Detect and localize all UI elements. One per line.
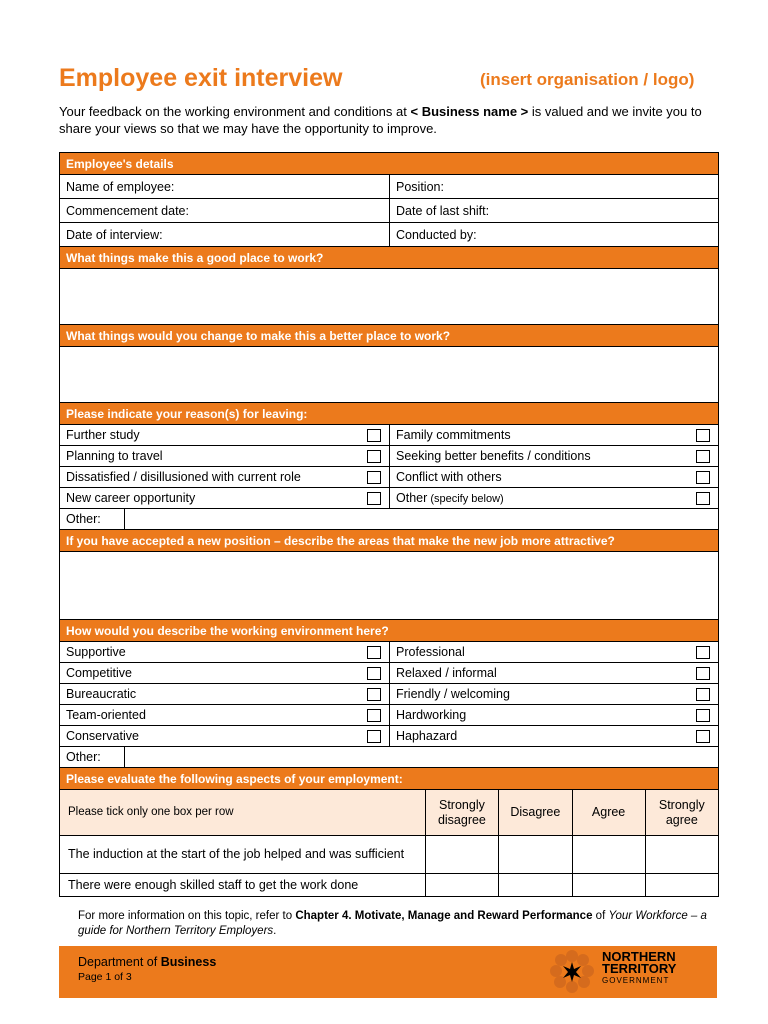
reason-option: Other (specify below) xyxy=(389,488,718,508)
rating-cell[interactable] xyxy=(425,874,498,897)
good-place-answer-box[interactable] xyxy=(60,269,718,325)
column-strongly-disagree: Strongly disagree xyxy=(425,790,498,836)
rating-cell[interactable] xyxy=(499,874,572,897)
checkbox[interactable] xyxy=(696,667,710,680)
environment-row xyxy=(60,726,718,747)
reason-other-row xyxy=(60,509,718,530)
checkbox[interactable] xyxy=(367,471,381,484)
checkbox[interactable] xyxy=(367,730,381,743)
checkbox[interactable] xyxy=(696,646,710,659)
nt-government-wordmark: NORTHERN TERRITORY GOVERNMENT xyxy=(602,949,677,985)
organisation-logo-placeholder: (insert organisation / logo) xyxy=(480,70,695,89)
column-agree: Agree xyxy=(572,790,645,836)
section-header-reasons: Please indicate your reason(s) for leaving: xyxy=(60,403,718,425)
reason-option: Seeking better benefits / conditions xyxy=(389,446,718,466)
environment-row xyxy=(60,642,718,663)
rating-cell[interactable] xyxy=(572,874,645,897)
environment-option: Haphazard xyxy=(389,726,718,746)
details-row xyxy=(60,223,718,247)
checkbox[interactable] xyxy=(367,450,381,463)
page-number: Page 1 of 3 xyxy=(78,971,132,983)
rating-cell[interactable] xyxy=(499,836,572,874)
specify-note: (specify below) xyxy=(427,493,504,505)
checkbox[interactable] xyxy=(696,709,710,722)
reason-option: Family commitments xyxy=(389,425,718,445)
evaluation-table xyxy=(60,790,718,897)
column-disagree: Disagree xyxy=(499,790,572,836)
checkbox[interactable] xyxy=(367,709,381,722)
reason-option: Conflict with others xyxy=(389,467,718,487)
environment-option: Hardworking xyxy=(389,705,718,725)
rating-cell[interactable] xyxy=(425,836,498,874)
checkbox[interactable] xyxy=(367,646,381,659)
employee-name-field[interactable]: Name of employee: xyxy=(66,179,175,194)
section-header-employee-details: Employee's details xyxy=(60,153,718,175)
reason-option: Dissatisfied / disillusioned with current role xyxy=(60,467,389,487)
section-header-better-place: What things would you change to make this a better place to work? xyxy=(60,325,718,347)
nt-government-logo-icon xyxy=(549,949,595,995)
checkbox[interactable] xyxy=(367,492,381,505)
evaluation-header-row xyxy=(60,790,718,836)
better-place-answer-box[interactable] xyxy=(60,347,718,403)
business-name-placeholder: < Business name > xyxy=(410,104,529,119)
evaluation-instruction: Please tick only one box per row xyxy=(60,790,425,836)
rating-cell[interactable] xyxy=(572,836,645,874)
reason-row xyxy=(60,467,718,488)
column-strongly-agree: Strongly agree xyxy=(645,790,718,836)
department-name: Department of Business xyxy=(78,955,217,969)
reason-option: Planning to travel xyxy=(60,446,389,466)
footnote: For more information on this topic, refer to Chapter 4. Motivate, Manage and Reward Performance of Your Workforce – a guide for Northern Territory Employers. xyxy=(78,910,707,937)
new-position-answer-box[interactable] xyxy=(60,552,718,620)
last-shift-date-field[interactable]: Date of last shift: xyxy=(389,199,718,222)
checkbox[interactable] xyxy=(696,471,710,484)
checkbox[interactable] xyxy=(696,492,710,505)
environment-option: Conservative xyxy=(60,726,389,746)
conducted-by-field[interactable]: Conducted by: xyxy=(389,223,718,246)
checkbox[interactable] xyxy=(696,688,710,701)
reason-row xyxy=(60,446,718,467)
section-header-environment: How would you describe the working environment here? xyxy=(60,620,718,642)
checkbox[interactable] xyxy=(696,730,710,743)
environment-option: Team-oriented xyxy=(60,705,389,725)
environment-option: Competitive xyxy=(60,663,389,683)
reason-row xyxy=(60,425,718,446)
checkbox[interactable] xyxy=(696,450,710,463)
rating-cell[interactable] xyxy=(645,836,718,874)
evaluation-row xyxy=(60,836,718,874)
exit-interview-form xyxy=(59,152,719,897)
details-row xyxy=(60,199,718,223)
reason-option: New career opportunity xyxy=(60,488,389,508)
commencement-date-field[interactable]: Commencement date: xyxy=(66,203,189,218)
environment-other-row xyxy=(60,747,718,768)
evaluation-statement: There were enough skilled staff to get the work done xyxy=(60,874,425,897)
environment-option: Professional xyxy=(389,642,718,662)
environment-option: Supportive xyxy=(60,642,389,662)
rating-cell[interactable] xyxy=(645,874,718,897)
checkbox[interactable] xyxy=(367,667,381,680)
environment-option: Relaxed / informal xyxy=(389,663,718,683)
environment-option: Friendly / welcoming xyxy=(389,684,718,704)
checkbox[interactable] xyxy=(367,688,381,701)
environment-option: Bureaucratic xyxy=(60,684,389,704)
checkbox[interactable] xyxy=(696,429,710,442)
evaluation-row xyxy=(60,874,718,897)
page-footer xyxy=(59,946,717,998)
position-field[interactable]: Position: xyxy=(389,175,718,198)
environment-row xyxy=(60,705,718,726)
section-header-evaluate: Please evaluate the following aspects of your employment: xyxy=(60,768,718,790)
environment-other-input[interactable] xyxy=(125,747,718,767)
environment-row xyxy=(60,684,718,705)
details-row xyxy=(60,175,718,199)
evaluation-statement: The induction at the start of the job helped and was sufficient xyxy=(60,836,425,874)
reason-option: Further study xyxy=(60,425,389,445)
environment-row xyxy=(60,663,718,684)
section-header-good-place: What things make this a good place to work? xyxy=(60,247,718,269)
intro-text: Your feedback on the working environment and conditions at < Business name > is valued and we invite you to share your views so that we may have the opportunity to improve. xyxy=(59,104,702,136)
reason-row xyxy=(60,488,718,509)
checkbox[interactable] xyxy=(367,429,381,442)
interview-date-field[interactable]: Date of interview: xyxy=(66,227,163,242)
other-label: Other: xyxy=(60,747,125,767)
section-header-new-position: If you have accepted a new position – describe the areas that make the new job more attractive? xyxy=(60,530,718,552)
reason-other-input[interactable] xyxy=(125,509,718,529)
form-title: Employee exit interview xyxy=(59,64,343,92)
other-label: Other: xyxy=(60,509,125,529)
